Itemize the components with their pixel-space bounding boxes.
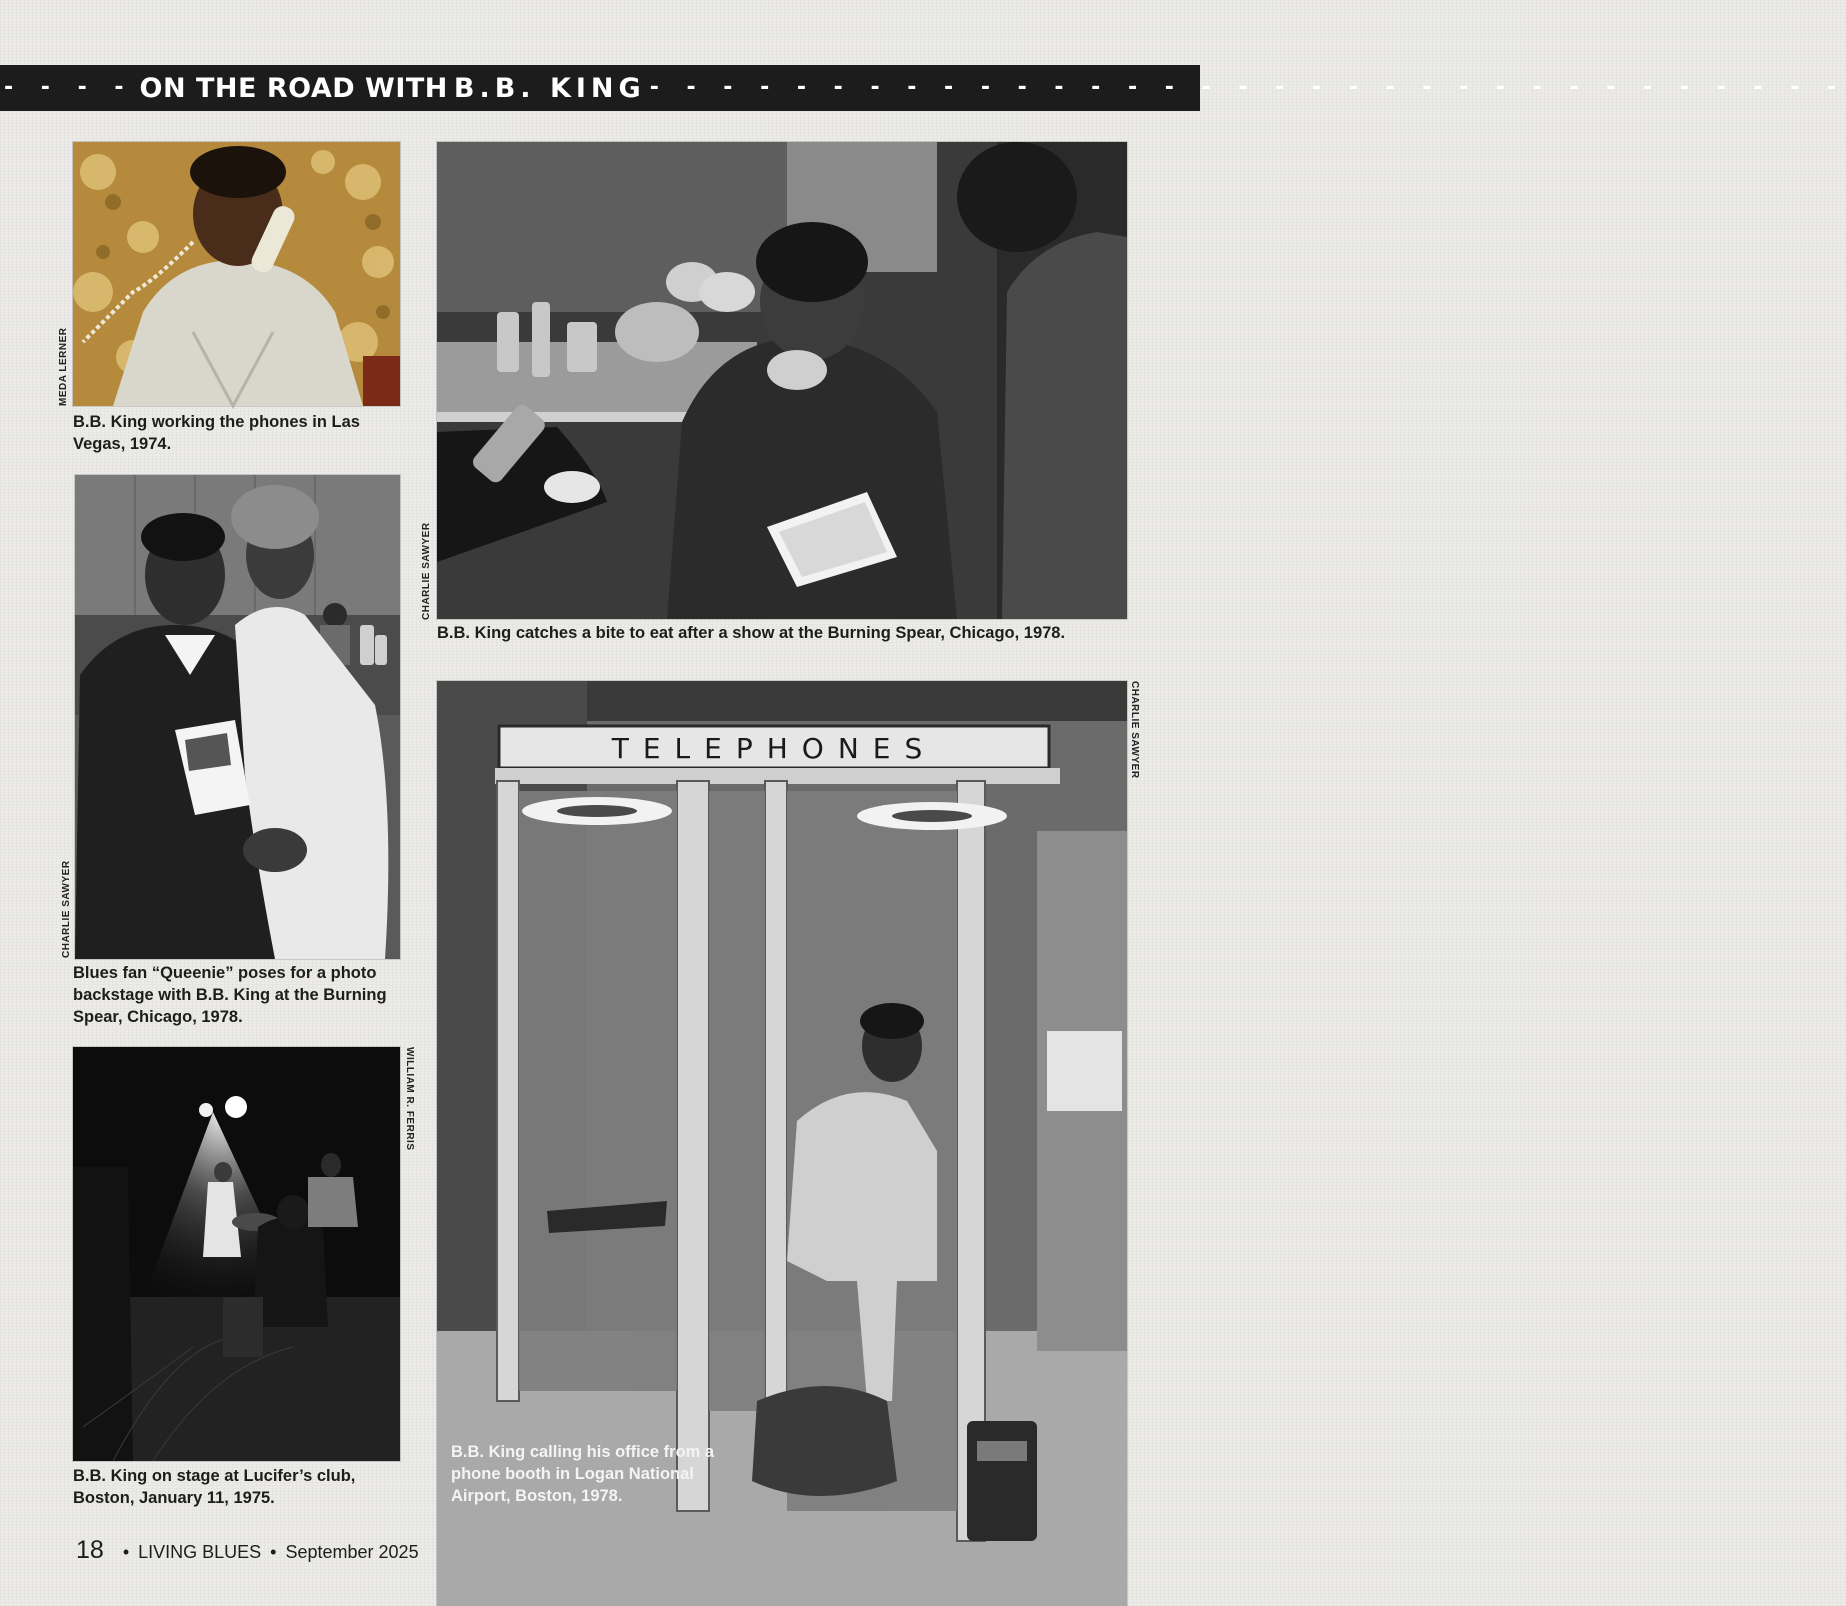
banner-dashes-left: - - - - <box>4 75 134 100</box>
page-footer <box>76 1536 419 1565</box>
photo-burning-spear-bite <box>437 142 1127 619</box>
banner-dashes-right: - - - - - - - - - - - - - - - - - - - - - - - - - - - - - - - - - <box>649 75 1846 100</box>
credit-logan-phone-booth: CHARLIE SAWYER <box>1129 681 1140 779</box>
page-number: 18 <box>76 1536 104 1564</box>
publication-name: LIVING BLUES <box>138 1542 262 1562</box>
issue-date: September 2025 <box>285 1542 419 1562</box>
credit-lucifers-stage: WILLIAM R. FERRIS <box>404 1047 415 1151</box>
footer-separator-2: • <box>270 1542 277 1562</box>
section-header-banner <box>0 65 1846 111</box>
section-title <box>134 72 650 104</box>
caption-lucifers-stage: B.B. King on stage at Lucifer’s club, Boston, January 11, 1975. <box>73 1467 356 1507</box>
caption-queenie-backstage: Blues fan “Queenie” poses for a photo backstage with B.B. King at the Burning Spear, Chicago, 1978. <box>73 964 387 1026</box>
section-title-lead: ON THE ROAD WITH <box>139 72 448 104</box>
photo-phones-las-vegas <box>73 142 400 406</box>
caption-logan-phone-booth: B.B. King calling his office from a phone booth in Logan National Airport, Boston, 1978. <box>451 1443 715 1505</box>
credit-burning-spear-bite: CHARLIE SAWYER <box>421 522 432 620</box>
telephones-sign-text: TELEPHONES <box>611 732 937 765</box>
photo-queenie-backstage <box>75 475 400 959</box>
caption-burning-spear-bite: B.B. King catches a bite to eat after a show at the Burning Spear, Chicago, 1978. <box>437 624 1066 642</box>
credit-queenie-backstage: CHARLIE SAWYER <box>61 860 72 958</box>
section-title-name: B.B. KING <box>453 72 646 104</box>
caption-phones-las-vegas: B.B. King working the phones in Las Vegas, 1974. <box>73 413 360 453</box>
footer-separator-1: • <box>122 1542 130 1562</box>
photo-lucifers-stage <box>73 1047 400 1461</box>
credit-phones-las-vegas: MEDA LERNER <box>58 327 69 406</box>
